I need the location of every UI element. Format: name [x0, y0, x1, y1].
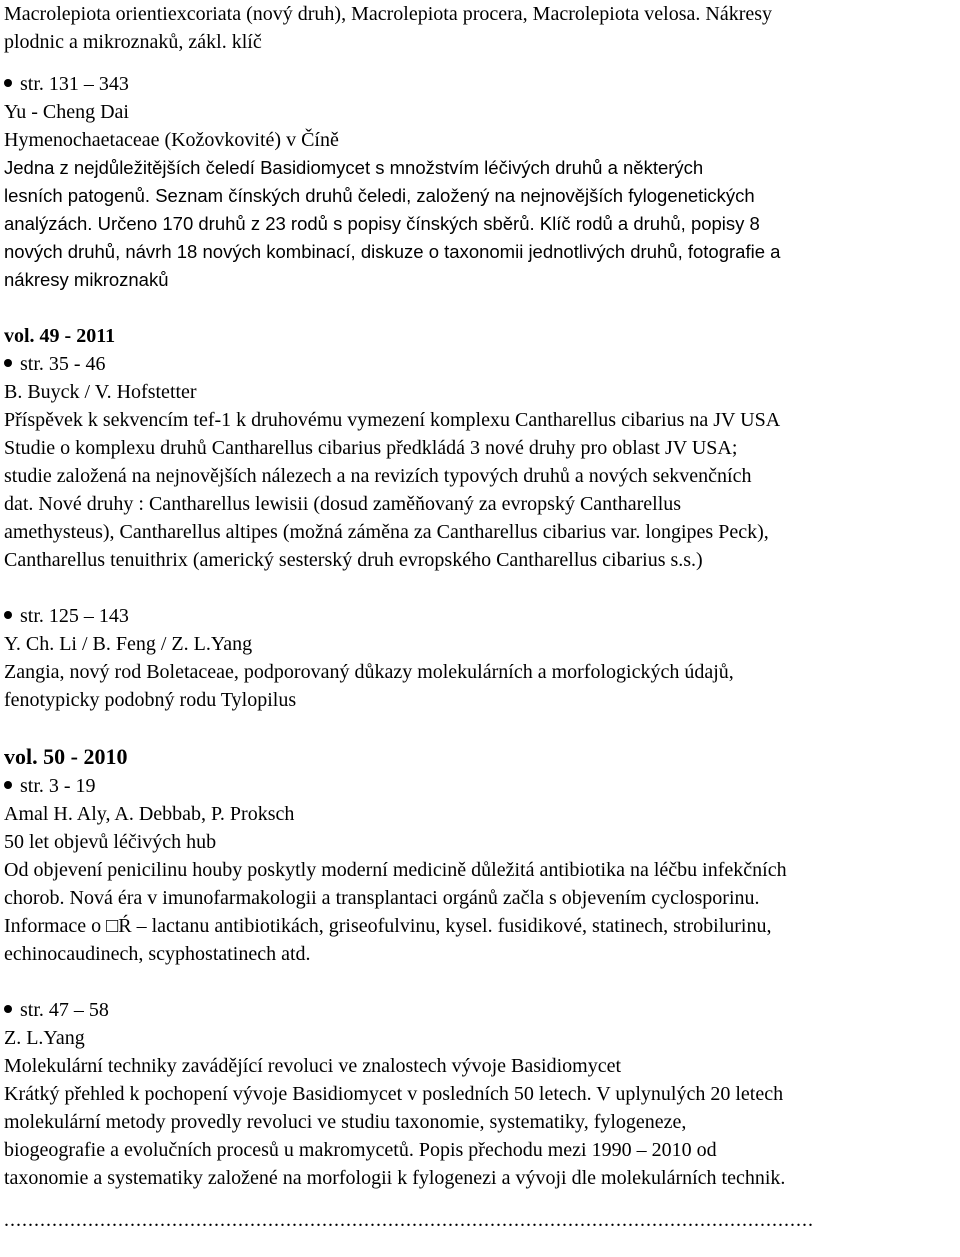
entry-desc-line: amethysteus), Cantharellus altipes (možná záměna za Cantharellus cibarius var. longipes Peck),: [4, 521, 769, 543]
entry-desc-line: Krátký přehled k pochopení vývoje Basidiomycet v posledních 50 letech. V uplynulých 20 letech: [4, 1083, 784, 1105]
entry-desc-line: biogeografie a evolučních procesů u makromycetů. Popis přechodu mezi 1990 – 2010 od: [4, 1139, 717, 1161]
volume-heading: vol. 49 - 2011: [4, 325, 116, 347]
text-line: Macrolepiota orientiexcoriata (nový druh), Macrolepiota procera, Macrolepiota velosa. Nákresy: [4, 3, 773, 25]
entry-title: Molekulární techniky zavádějící revoluci ve znalostech vývoje Basidiomycet: [4, 1055, 622, 1077]
entry-desc-line: Příspěvek k sekvencím tef-1 k druhovému vymezení komplexu Cantharellus cibarius na JV USA: [4, 409, 781, 431]
entry-desc-line: lesních patogenů. Seznam čínských druhů čeledi, založený na nejnovějších fylogenetických: [4, 185, 755, 206]
entry-pages: str. 125 – 143: [4, 602, 956, 630]
entry-author: Amal H. Aly, A. Debbab, P. Proksch: [4, 803, 295, 825]
entry-author: B. Buyck / V. Hofstetter: [4, 381, 197, 403]
bullet-icon: [4, 359, 12, 367]
entry-desc-line: nákresy mikroznaků: [4, 269, 169, 290]
entry-desc-line: Studie o komplexu druhů Cantharellus cibarius předkládá 3 nové druhy pro oblast JV USA;: [4, 437, 738, 459]
entry-pages: str. 3 - 19: [4, 772, 956, 800]
entry-desc-line: fenotypicky podobný rodu Tylopilus: [4, 689, 297, 711]
entry-desc-line: nových druhů, návrh 18 nových kombinací, diskuze o taxonomii jednotlivých druhů, fotografie a: [4, 241, 781, 262]
entry-desc-line: analýzách. Určeno 170 druhů z 23 rodů s popisy čínských sběrů. Klíč rodů a druhů, popisy 8: [4, 213, 760, 234]
entry-title: Hymenochaetaceae (Kožovkovité) v Číně: [4, 129, 339, 151]
entry-pages: str. 47 – 58: [4, 996, 956, 1024]
entry-pages: str. 35 - 46: [4, 350, 956, 378]
entry-desc-line: Jedna z nejdůležitějších čeledí Basidiomycet s množstvím léčivých druhů a některých: [4, 157, 704, 178]
dotted-separator: .......................................................................................................................................: [4, 1209, 814, 1231]
bullet-icon: [4, 611, 12, 619]
entry-author: Z. L.Yang: [4, 1027, 85, 1049]
entry-title: 50 let objevů léčivých hub: [4, 831, 217, 853]
text-line: plodnic a mikroznaků, zákl. klíč: [4, 31, 262, 53]
entry-desc-line: echinocaudinech, scyphostatinech atd.: [4, 943, 311, 965]
bullet-icon: [4, 1005, 12, 1013]
entry-pages: str. 131 – 343: [4, 70, 956, 98]
entry-desc-line: Cantharellus tenuithrix (americký sesterský druh evropského Cantharellus cibarius s.s.): [4, 549, 703, 571]
entry-desc-line: Zangia, nový rod Boletaceae, podporovaný důkazy molekulárních a morfologických údajů,: [4, 661, 734, 683]
entry-author: Y. Ch. Li / B. Feng / Z. L.Yang: [4, 633, 253, 655]
entry-author: Yu - Cheng Dai: [4, 101, 129, 123]
entry-desc-line: dat. Nové druhy : Cantharellus lewisii (dosud zaměňovaný za evropský Cantharellus: [4, 493, 682, 515]
bullet-icon: [4, 781, 12, 789]
volume-heading: vol. 50 - 2010: [4, 744, 128, 769]
entry-desc-line: chorob. Nová éra v imunofarmakologii a transplantaci orgánů začla s objevením cyclosporinu.: [4, 887, 760, 909]
entry-desc-line: taxonomie a systematiky založené na morfologii k fylogenezi a vývoji dle molekulárních technik.: [4, 1167, 786, 1189]
bullet-icon: [4, 79, 12, 87]
document-page: [4, 0, 956, 1234]
entry-desc-line: studie založená na nejnovějších nálezech a na revizích typových druhů a nových sekvenčních: [4, 465, 752, 487]
entry-desc-line: Od objevení penicilinu houby poskytly moderní medicině důležitá antibiotika na léčbu infekčních: [4, 859, 787, 881]
entry-desc-line: molekulární metody provedly revoluci ve studiu taxonomie, systematiky, fylogeneze,: [4, 1111, 687, 1133]
entry-desc-line: Informace o □Ŕ – lactanu antibiotikách, griseofulvinu, kysel. fusidikové, statinech, strobilurinu,: [4, 915, 772, 937]
